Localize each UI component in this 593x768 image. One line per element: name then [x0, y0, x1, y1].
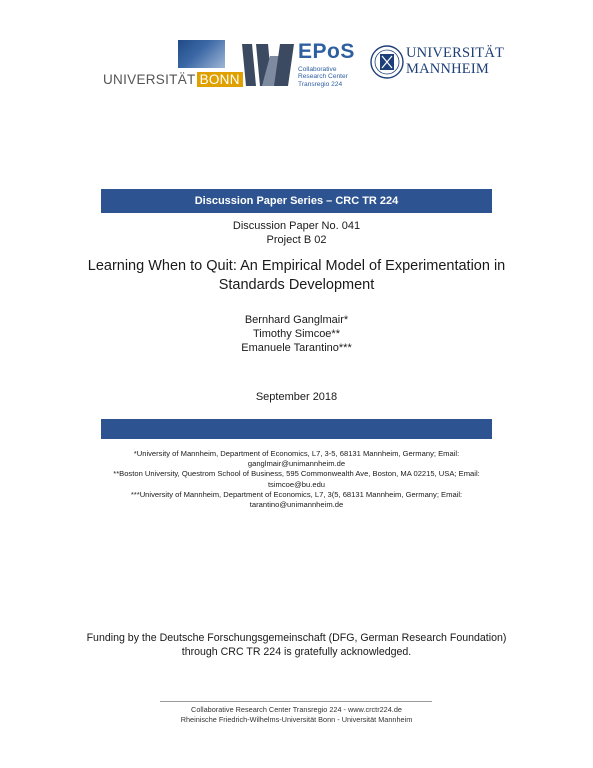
project-label: Project B 02 — [266, 234, 327, 246]
bonn-logo-square — [178, 40, 225, 68]
paper-date: September 2018 — [255, 391, 338, 403]
paper-title: Learning When to Quit: An Empirical Model of Experimentation in Standards Development — [87, 258, 506, 293]
funding-line: Funding by the Deutsche Forschungsgemeinschaft (DFG, German Research Foundation) — [86, 632, 507, 644]
mannheim-seal-icon — [370, 45, 404, 79]
affiliation-line: **Boston University, Questrom School of Business, 595 Commonwealth Ave, Boston, MA 02215, USA; Email: — [113, 469, 480, 479]
author-name: Timothy Simcoe** — [252, 328, 340, 340]
author-list — [101, 313, 492, 355]
funding-note — [80, 631, 513, 659]
university-bonn-logo — [103, 40, 240, 90]
epos-title: EPoS — [298, 40, 355, 63]
paper-number: Discussion Paper No. 041 — [232, 220, 361, 232]
bonn-logo-text — [103, 71, 243, 89]
affiliation-email: tsimcoe@bu.edu — [267, 479, 326, 489]
author-name: Bernhard Ganglmair* — [244, 314, 349, 326]
affiliations — [101, 449, 492, 510]
epos-subtitle-line: Research Center — [298, 73, 348, 81]
series-banner: Discussion Paper Series – CRC TR 224 — [101, 189, 492, 213]
epos-subtitle-line: Collaborative — [298, 66, 337, 73]
divider-bar — [101, 419, 492, 439]
epos-subtitle — [298, 66, 348, 88]
epos-mark-icon — [240, 42, 296, 88]
footer-line: Rheinische Friedrich-Wilhelms-Universität Bonn - Universität Mannheim — [180, 715, 413, 724]
footer-divider — [160, 701, 432, 702]
affiliation-email: tarantino@unimannheim.de — [249, 500, 344, 510]
affiliation-line: *University of Mannheim, Department of Economics, L7, 3-5, 68131 Mannheim, Germany; Email: — [133, 449, 460, 458]
bonn-logo-accent-text: BONN — [197, 72, 243, 87]
author-name: Emanuele Tarantino*** — [241, 342, 352, 354]
mannheim-logo-line2: MANNHEIM — [406, 61, 489, 77]
footer-line: Collaborative Research Center Transregio 224 - www.crctr224.de — [191, 705, 402, 714]
bonn-logo-main-text: UNIVERSITÄT — [103, 72, 196, 87]
affiliation-email: ganglmair@unimannheim.de — [247, 459, 346, 469]
epos-subtitle-line: Transregio 224 — [298, 80, 343, 88]
epos-logo — [240, 40, 360, 90]
university-mannheim-logo — [370, 43, 505, 83]
footer — [101, 705, 492, 725]
mannheim-logo-line1: UNIVERSITÄT — [406, 45, 505, 61]
funding-line: through CRC TR 224 is gratefully acknowledged. — [181, 646, 412, 658]
affiliation-line: ***University of Mannheim, Department of Economics, L7, 3(5, 68131 Mannheim, Germany; Email: — [130, 489, 463, 499]
